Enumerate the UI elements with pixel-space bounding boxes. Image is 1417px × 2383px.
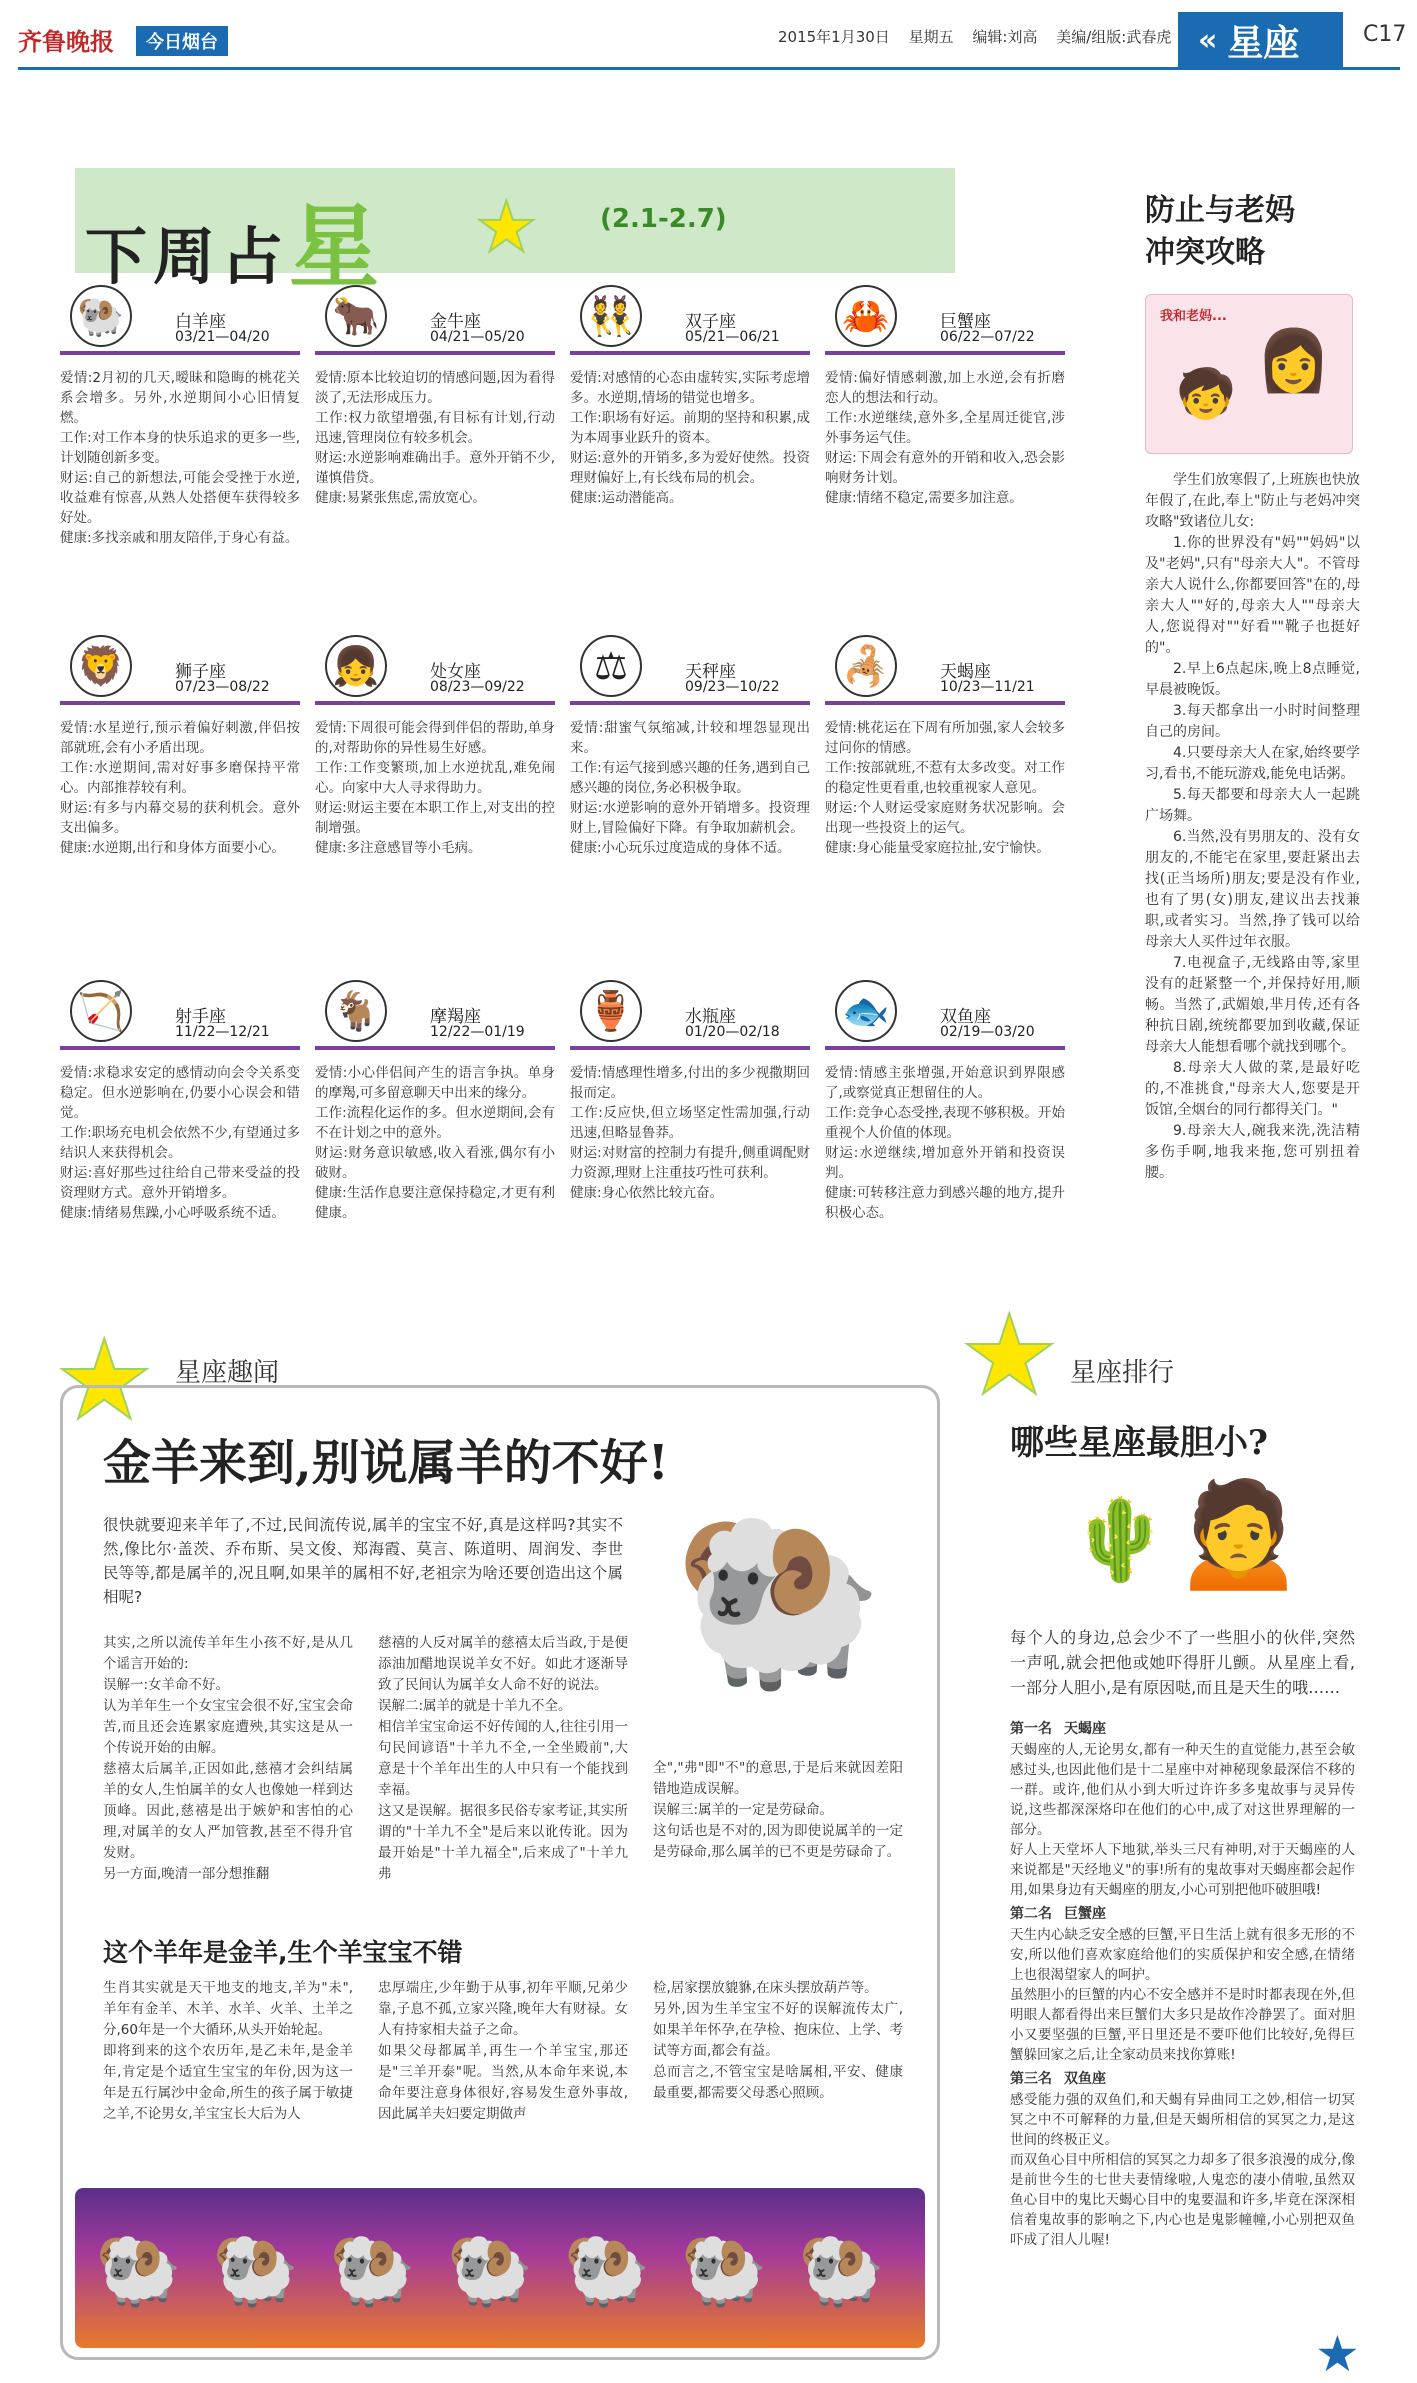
- section-label: 今日烟台: [136, 26, 228, 56]
- sign-dates: 10/23—11/21: [940, 679, 1035, 695]
- zodiac-icon: 🏺: [580, 980, 642, 1042]
- forecast-line: 工作:职场有好运。前期的坚持和积累,成为本周事业跃升的资本。: [570, 410, 810, 446]
- forecast-line: 财运:个人财运受家庭财务状况影响。会出现一些投资上的运气。: [825, 800, 1065, 836]
- forecast-line: 财运:自己的新想法,可能会受挫于水逆,收益难有惊喜,从熟人处搭便车获得较多好处。: [60, 470, 300, 526]
- sign-name: 水瓶座: [685, 1007, 736, 1027]
- mom-illustration: [1145, 294, 1353, 454]
- news-col-3: 全","弗"即"不"的意思,于是后来就因差阳错地造成误解。 误解三:属羊的一定是劳碌命。 这句话也是不对的,因为即使说属羊的一定是劳碌命,那么属羊的已不更是劳碌命了。: [653, 1760, 903, 1860]
- sign-card: [570, 285, 820, 508]
- section-tab: [1178, 12, 1343, 68]
- sign-forecast: [60, 1063, 300, 1223]
- sign-dates: 01/20—02/18: [685, 1024, 780, 1040]
- rank-sign-name: 巨蟹座: [1064, 1906, 1106, 1922]
- sign-name: 天蝎座: [940, 662, 991, 682]
- sign-header: [315, 285, 565, 360]
- forecast-line: 健康:多找亲戚和朋友陪伴,于身心有益。: [60, 530, 299, 546]
- sign-name: 摩羯座: [430, 1007, 481, 1027]
- sign-card: [570, 980, 820, 1203]
- sidebar-paragraph: 8.母亲大人做的菜,是最好吃的,不准挑食,"母亲大人,您要是开饭馆,全烟台的同行都得关门。": [1145, 1060, 1360, 1118]
- forecast-line: 工作:权力欲望增强,有目标有计划,行动迅速,管理岗位有较多机会。: [315, 410, 555, 446]
- sign-card: [60, 980, 310, 1223]
- forecast-line: 财运:下周会有意外的开销和收入,恐会影响财务计划。: [825, 450, 1065, 486]
- sidebar-paragraph: 学生们放寒假了,上班族也快放年假了,在此,奉上"防止与老妈冲突攻略"致诸位儿女:: [1145, 472, 1360, 530]
- rank-text: 天蝎座的人,无论男女,都有一种天生的直觉能力,甚至会敏感过头,也因此他们是十二星座中对神秘现象最深信不移的一群。或许,他们从小到大听过许许多多鬼故事与灵异传说,这些都深深烙印在他们的心中,成了对这世界理解的一部分。 好人上天堂坏人下地狱,举头三尺有神明,对于天蝎座的人来说都是"天经地义"的事!所有的鬼故事对天蝎座都会起作用,如果身边有天蝎座的朋友,小心可别把他吓破胆哦!: [1010, 1742, 1355, 1898]
- zodiac-icon: 🏹: [70, 980, 132, 1042]
- ram-parade-illustration: [75, 2188, 925, 2348]
- news-article-box: [60, 1385, 940, 2360]
- forecast-line: 财运:财务意识敏感,收入看涨,偶尔有小破财。: [315, 1145, 555, 1181]
- news-col-1: 其实,之所以流传羊年生小孩不好,是从几个谣言开始的: 误解一:女羊命不好。 认为羊年生一个女宝宝会很不好,宝宝会命苦,而且还会连累家庭遭殃,其实这是从一个传说开始的由解。 慈禧太后属羊,正因如此,慈禧才会纠结属羊的女人,生怕属羊的女人也像她一样到达顶峰。因此,慈禧是出于嫉妒和害怕的心理,对属羊的女人严加管教,甚至不得升官发财。 另一方面,晚清一部分想推翻: [103, 1635, 353, 1882]
- forecast-line: 健康:身心依然比较亢奋。: [570, 1185, 724, 1201]
- sign-divider: [60, 1046, 300, 1050]
- cactus-icon: 🌵: [1070, 1493, 1170, 1586]
- sign-divider: [315, 701, 555, 705]
- sign-dates: 07/23—08/22: [175, 679, 270, 695]
- mother-figure-icon: 👩: [1256, 326, 1331, 396]
- sidebar-paragraph: 7.电视盒子,无线路由等,家里没有的赶紧整一个,并保持好用,顺畅。当然了,武媚娘,芈月传,还有各种抗日剧,统统都要加到收藏,保证母亲大人能想看哪个就找到哪个。: [1145, 955, 1360, 1055]
- sign-forecast: [60, 718, 300, 858]
- sign-forecast: [570, 368, 810, 508]
- sign-header: [60, 980, 310, 1055]
- forecast-line: 健康:水逆期,出行和身体方面要小心。: [60, 840, 285, 856]
- sign-forecast: [315, 368, 555, 508]
- news-col-4: 生肖其实就是天干地支的地支,羊为"未",羊年有金羊、木羊、水羊、火羊、土羊之分,60年是一个大循环,从头开始轮起。 即将到来的这个农历年,是乙未年,是金羊年,肯定是个适宜生宝宝的年份,因为这一年是五行属沙中金命,所生的孩子属于敏捷之羊,不论男女,羊宝宝长大后为人: [103, 1980, 353, 2122]
- ranking-intro: 每个人的身边,总会少不了一些胆小的伙伴,突然一声吼,就会把他或她吓得肝儿颤。从星座上看,一部分人胆小,是有原因哒,而且是天生的哦……: [1010, 1628, 1355, 1697]
- sign-card: [60, 285, 310, 548]
- weekly-horoscope-banner: [75, 168, 955, 300]
- forecast-line: 财运:对财富的控制力有提升,侧重调配财力资源,理财上注重技巧性可获利。: [570, 1145, 810, 1181]
- forecast-line: 健康:情绪易焦躁,小心呼吸系统不适。: [60, 1205, 285, 1221]
- sign-header: [570, 285, 820, 360]
- sign-header: [825, 635, 1075, 710]
- sign-card: [570, 635, 820, 858]
- news-col-5: 忠厚端庄,少年勤于从事,初年平顺,兄弟少靠,子息不孤,立家兴隆,晚年大有财禄。女人有持家相夫益子之命。 如果父母都属羊,再生一个羊宝宝,那还是"三羊开泰"呢。当然,从本命年来说,本命年要注意身体很好,容易发生意外事故,因此属羊夫妇要定期做声: [378, 1980, 628, 2122]
- forecast-line: 工作:水逆继续,意外多,全星周迁徙官,涉外事务运气佳。: [825, 410, 1065, 446]
- sign-dates: 09/23—10/22: [685, 679, 780, 695]
- girl-icon: 🙍: [1170, 1466, 1307, 1594]
- sign-dates: 02/19—03/20: [940, 1024, 1035, 1040]
- forecast-line: 工作:有运气接到感兴趣的任务,遇到自己感兴趣的岗位,务必积极争取。: [570, 760, 810, 796]
- forecast-line: 爱情:对感情的心态由虚转实,实际考虑增多。水逆期,情场的错觉也增多。: [570, 370, 810, 406]
- star-icon: ★: [1315, 2325, 1360, 2383]
- ram-icon: 🐏: [673, 1499, 885, 1697]
- sign-header: [570, 980, 820, 1055]
- sign-dates: 03/21—04/20: [175, 329, 270, 345]
- child-figure-icon: 🧒: [1176, 366, 1236, 422]
- editor-credit: 编辑:刘高: [972, 28, 1038, 46]
- sign-name: 天秤座: [685, 662, 736, 682]
- star-icon: ★: [960, 1291, 1059, 1419]
- sign-divider: [315, 1046, 555, 1050]
- forecast-line: 财运:喜好那些过往给自己带来受益的投资理财方式。意外开销增多。: [60, 1165, 300, 1201]
- sign-dates: 04/21—05/20: [430, 329, 525, 345]
- banner-dates: (2.1-2.7): [600, 204, 727, 234]
- page-number: C17: [1363, 22, 1407, 47]
- forecast-line: 爱情:求稳求安定的感情动向会令关系变稳定。但水逆影响在,仍要小心误会和错觉。: [60, 1065, 300, 1121]
- sign-name: 金牛座: [430, 312, 481, 332]
- forecast-line: 财运:水逆影响难确出手。意外开销不少,谨慎借贷。: [315, 450, 555, 486]
- zodiac-icon: 🐟: [835, 980, 897, 1042]
- sign-forecast: [825, 1063, 1065, 1223]
- sign-name: 射手座: [175, 1007, 226, 1027]
- forecast-line: 健康:身心能量受家庭拉扯,安宁愉快。: [825, 840, 1050, 856]
- forecast-line: 工作:流程化运作的多。但水逆期间,会有不在计划之中的意外。: [315, 1105, 555, 1141]
- sign-divider: [570, 701, 810, 705]
- forecast-line: 健康:情绪不稳定,需要多加注意。: [825, 490, 1023, 506]
- sign-name: 白羊座: [175, 312, 226, 332]
- sign-divider: [825, 1046, 1065, 1050]
- sign-dates: 12/22—01/19: [430, 1024, 525, 1040]
- sign-header: [570, 635, 820, 710]
- sign-card: [60, 635, 310, 858]
- chevron-left-icon: «: [1198, 22, 1218, 58]
- sidebar-paragraph: 9.母亲大人,碗我来洗,洗洁精多伤手啊,地我来拖,您可别扭着腰。: [1145, 1123, 1360, 1181]
- rank-position: 第三名: [1010, 2071, 1052, 2087]
- news-tag: 星座趣闻: [175, 1358, 280, 1388]
- sidebar-paragraph: 5.每天都要和母亲大人一起跳广场舞。: [1145, 787, 1360, 824]
- rank-text: 天生内心缺乏安全感的巨蟹,平日生活上就有很多无形的不安,所以他们喜欢家庭给他们的实质保护和安全感,在情绪上也很渴望家人的呵护。 虽然胆小的巨蟹的内心不安全感并不是时时都表现在外,但明眼人都看得出来巨蟹们大多只是故作冷静罢了。面对胆小又要坚强的巨蟹,平日里还是不要吓他们比较好,免得巨蟹躲回家之后,让全家动员来找你算账!: [1010, 1927, 1355, 2063]
- forecast-line: 爱情:偏好情感刺激,加上水逆,会有折磨恋人的想法和行动。: [825, 370, 1065, 406]
- zodiac-icon: ⚖: [580, 635, 642, 697]
- forecast-line: 工作:反应快,但立场坚定性需加强,行动迅速,但略显鲁莽。: [570, 1105, 810, 1141]
- zodiac-icon: 🦀: [835, 285, 897, 347]
- zodiac-icon: 🐏: [70, 285, 132, 347]
- sign-card: [825, 285, 1075, 508]
- sign-dates: 08/23—09/22: [430, 679, 525, 695]
- rank-heading: [1010, 2069, 1355, 2090]
- newspaper-logo: 齐鲁晚报: [18, 27, 114, 56]
- sign-name: 处女座: [430, 662, 481, 682]
- forecast-line: 工作:职场充电机会依然不少,有望通过多结识人来获得机会。: [60, 1125, 300, 1161]
- star-icon: ★: [475, 186, 538, 268]
- forecast-line: 爱情:桃花运在下周有所加强,家人会较多过问你的情感。: [825, 720, 1065, 756]
- sign-name: 双鱼座: [940, 1007, 991, 1027]
- golden-ram-illustration: [663, 1488, 913, 1708]
- sidebar-title-line2: 冲突攻略: [1145, 235, 1265, 270]
- sign-dates: 05/21—06/21: [685, 329, 780, 345]
- forecast-line: 工作:竞争心态受挫,表现不够积极。开始重视个人价值的体现。: [825, 1105, 1065, 1141]
- banner-title-prefix: 下周占: [85, 220, 290, 293]
- rank-heading: [1010, 1719, 1355, 1740]
- news-lead: 很快就要迎来羊年了,不过,民间流传说,属羊的宝宝不好,真是这样吗?其实不然,像比尔·盖茨、乔布斯、吴文俊、郑海霞、莫言、陈道明、周润发、李世民等等,都是属羊的,况且啊,如果羊的属相不好,老祖宗为啥还要创造出这个属相呢?: [103, 1516, 623, 1606]
- issue-date: 2015年1月30日: [778, 28, 890, 46]
- sign-header: [315, 980, 565, 1055]
- issue-weekday: 星期五: [908, 28, 954, 46]
- forecast-line: 财运:水逆影响的意外开销增多。投资理财上,冒险偏好下降。有争取加薪机会。: [570, 800, 810, 836]
- sign-forecast: [315, 1063, 555, 1223]
- sign-divider: [570, 351, 810, 355]
- sign-dates: 06/22—07/22: [940, 329, 1035, 345]
- rank-heading: [1010, 1904, 1355, 1925]
- sign-forecast: [315, 718, 555, 858]
- sign-header: [60, 635, 310, 710]
- forecast-line: 健康:运动潜能高。: [570, 490, 683, 506]
- timid-girl-illustration: [1060, 1465, 1320, 1615]
- rank-sign-name: 天蝎座: [1064, 1721, 1106, 1737]
- forecast-line: 爱情:情感理性增多,付出的多少视撒期回报而定。: [570, 1065, 810, 1101]
- forecast-line: 爱情:原本比较迫切的情感问题,因为看得淡了,无法形成压力。: [315, 370, 555, 406]
- sign-divider: [60, 351, 300, 355]
- sign-divider: [825, 701, 1065, 705]
- forecast-line: 工作:对工作本身的快乐追求的更多一些,计划随创新多变。: [60, 430, 300, 466]
- forecast-line: 健康:多注意感冒等小毛病。: [315, 840, 482, 856]
- zodiac-icon: 🐂: [325, 285, 387, 347]
- sign-forecast: [570, 1063, 810, 1203]
- sidebar-paragraph: 6.当然,没有男朋友的、没有女朋友的,不能宅在家里,要赶紧出去找(正当场所)朋友;要是没有作业,也有了男(女)朋友,建议出去找兼职,或者实习。当然,挣了钱可以给母亲大人买件过年衣服。: [1145, 829, 1360, 950]
- sidebar-paragraph: 1.你的世界没有"妈""妈妈"以及"老妈",只有"母亲大人"。不管母亲大人说什么,你都要回答"在的,母亲大人""好的,母亲大人""母亲大人,您说得对""好看""靴子也挺好的"。: [1145, 535, 1360, 656]
- section-tab-label: 星座: [1227, 22, 1300, 64]
- forecast-line: 爱情:甜蜜气氛缩减,计较和埋怨显现出来。: [570, 720, 810, 756]
- sign-name: 双子座: [685, 312, 736, 332]
- sign-forecast: [825, 368, 1065, 508]
- signs-grid: [60, 285, 1080, 1315]
- forecast-line: 财运:财运主要在本职工作上,对支出的控制增强。: [315, 800, 555, 836]
- sign-forecast: [825, 718, 1065, 858]
- news-headline: 金羊来到,别说属羊的不好!: [103, 1435, 669, 1491]
- ranking-tag: 星座排行: [1070, 1358, 1175, 1388]
- forecast-line: 爱情:水星逆行,预示着偏好刺激,伴侣按部就班,会有小矛盾出现。: [60, 720, 300, 756]
- forecast-line: 财运:水逆继续,增加意外开销和投资误判。: [825, 1145, 1065, 1181]
- ram-row-icon: 🐏🐏🐏🐏🐏🐏🐏: [95, 2228, 916, 2310]
- sign-name: 狮子座: [175, 662, 226, 682]
- sign-card: [825, 635, 1075, 858]
- sign-dates: 11/22—12/21: [175, 1024, 270, 1040]
- sign-card: [825, 980, 1075, 1223]
- sidebar-title-line1: 防止与老妈: [1145, 193, 1295, 228]
- sidebar-article: [1145, 190, 1360, 1184]
- sign-divider: [570, 1046, 810, 1050]
- zodiac-icon: 🦂: [835, 635, 897, 697]
- zodiac-icon: 🐐: [325, 980, 387, 1042]
- forecast-line: 工作:工作变繁琐,加上水逆扰乱,难免闹心。向家中大人寻求得助力。: [315, 760, 555, 796]
- sidebar-paragraph: 3.每天都拿出一小时时间整理自己的房间。: [1145, 703, 1360, 740]
- news-col-6: 检,居家摆放貔貅,在床头摆放葫芦等。 另外,因为生羊宝宝不好的误解流传太广,如果羊年怀孕,在孕检、抱床位、上学、考试等方面,都会有益。 总而言之,不管宝宝是啥属相,平安、健康最重要,都需要父母悉心照顾。: [653, 1980, 903, 2101]
- star-icon: ★: [55, 1316, 154, 1444]
- zodiac-icon: 👧: [325, 635, 387, 697]
- sign-header: [315, 635, 565, 710]
- forecast-line: 财运:有多与内幕交易的获利机会。意外支出偏多。: [60, 800, 300, 836]
- banner-title-xing: 星: [289, 194, 386, 300]
- designer-credit: 美编/组版:武春虎: [1056, 28, 1172, 46]
- sidebar-paragraph: 2.早上6点起床,晚上8点睡觉,早晨被晚饭。: [1145, 661, 1360, 698]
- rank-position: 第二名: [1010, 1906, 1052, 1922]
- sign-header: [825, 285, 1075, 360]
- forecast-line: 爱情:下周很可能会得到伴侣的帮助,单身的,对帮助你的异性易生好感。: [315, 720, 555, 756]
- zodiac-icon: 👯: [580, 285, 642, 347]
- forecast-line: 工作:按部就班,不惹有太多改变。对工作的稳定性更看重,也较重视家人意见。: [825, 760, 1065, 796]
- sign-divider: [315, 351, 555, 355]
- rank-text: 感受能力强的双鱼们,和天蝎有异曲同工之妙,相信一切冥冥之中不可解释的力量,但是天蝎所相信的冥冥之力,是这世间的终极正义。 而双鱼心目中所相信的冥冥之力却多了很多浪漫的成分,像是前世今生的七世夫妻情缘啦,人鬼恋的凄小倩啦,虽然双鱼心目中的鬼比天蝎心目中的鬼要温和许多,毕竟在深深相信着鬼故事的影响之下,内心也是鬼影幢幢,小心别把双鱼吓成了泪人儿喔!: [1010, 2092, 1355, 2248]
- forecast-line: 爱情:2月初的几天,暧昧和隐晦的桃花关系会增多。另外,水逆期间小心旧情复燃。: [60, 370, 300, 426]
- ranking-list: [1010, 1715, 1355, 2250]
- sign-header: [60, 285, 310, 360]
- forecast-line: 爱情:情感主张增强,开始意识到界限感了,或察觉真正想留住的人。: [825, 1065, 1065, 1101]
- forecast-line: 健康:可转移注意力到感兴趣的地方,提升积极心态。: [825, 1185, 1065, 1221]
- forecast-line: 健康:易紧张焦虑,需放宽心。: [315, 490, 486, 506]
- sign-divider: [60, 701, 300, 705]
- forecast-line: 健康:生活作息要注意保持稳定,才更有利健康。: [315, 1185, 555, 1221]
- rank-position: 第一名: [1010, 1721, 1052, 1737]
- sign-card: [315, 635, 565, 858]
- forecast-line: 工作:水逆期间,需对好事多磨保持平常心。内部推荐较有利。: [60, 760, 300, 796]
- sidebar-body: [1145, 470, 1360, 1184]
- rank-sign-name: 双鱼座: [1064, 2071, 1106, 2087]
- page-header: [18, 12, 1407, 70]
- sign-header: [825, 980, 1075, 1055]
- forecast-line: 爱情:小心伴侣间产生的语言争执。单身的摩羯,可多留意聊天中出来的缘分。: [315, 1065, 555, 1101]
- sign-name: 巨蟹座: [940, 312, 991, 332]
- sign-card: [315, 285, 565, 508]
- sidebar-paragraph: 4.只要母亲大人在家,始终要学习,看书,不能玩游戏,能免电话粥。: [1145, 745, 1360, 782]
- sign-card: [315, 980, 565, 1223]
- ranking-title: 哪些星座最胆小?: [1010, 1423, 1268, 1463]
- forecast-line: 健康:小心玩乐过度造成的身体不适。: [570, 840, 791, 856]
- news-subheadline: 这个羊年是金羊,生个羊宝宝不错: [103, 1938, 463, 1967]
- forecast-line: 财运:意外的开销多,多为爱好使然。投资理财偏好上,有长线布局的机会。: [570, 450, 810, 486]
- sign-forecast: [60, 368, 300, 548]
- mom-illustration-caption: 我和老妈...: [1160, 309, 1227, 324]
- header-meta: [778, 26, 1185, 47]
- sign-divider: [825, 351, 1065, 355]
- news-col-2: 慈禧的人反对属羊的慈禧太后当政,于是便添油加醋地误说羊女不好。如此才逐渐导致了民间认为属羊女人命不好的说法。 误解二:属羊的就是十羊九不全。 相信羊宝宝命运不好传闻的人,往往引用一句民间谚语"十羊九不全,一全坐殿前",大意是十个羊年出生的人中只有一个能找到幸福。 这又是误解。据很多民俗专家考证,其实所谓的"十羊九不全"是后来以讹传讹。因为最开始是"十羊九福全",后来成了"十羊九弗: [378, 1635, 628, 1882]
- sign-forecast: [570, 718, 810, 858]
- zodiac-icon: 🦁: [70, 635, 132, 697]
